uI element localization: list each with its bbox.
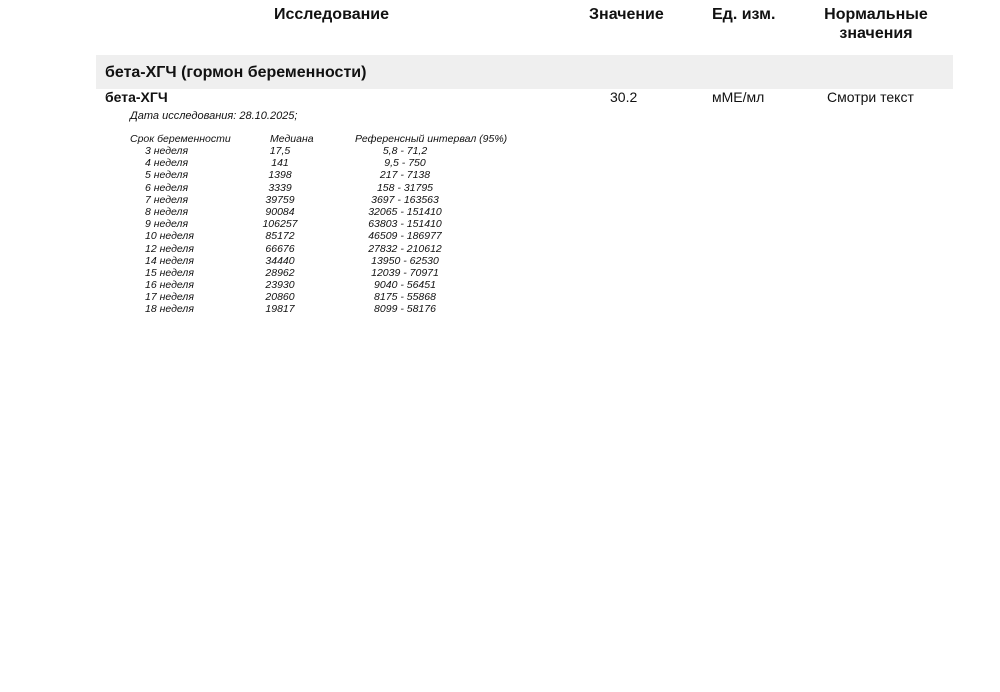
reference-week: 16 неделя <box>145 279 194 292</box>
reference-range: 9,5 - 750 <box>384 157 426 170</box>
column-header-normal-values: Нормальные значения <box>824 6 928 42</box>
reference-range: 63803 - 151410 <box>368 218 442 231</box>
reference-range: 158 - 31795 <box>376 181 434 194</box>
test-name: бета-ХГЧ <box>105 89 168 105</box>
reference-week: 15 неделя <box>145 266 194 279</box>
reference-week: 8 неделя <box>145 205 189 218</box>
reference-range: 13950 - 62530 <box>371 254 439 267</box>
reference-column-median: Медиана <box>270 133 314 145</box>
column-header-unit: Ед. изм. <box>712 6 776 23</box>
reference-week: 18 неделя <box>145 303 194 316</box>
reference-table <box>130 145 530 316</box>
reference-week: 17 неделя <box>145 291 194 304</box>
reference-week: 10 неделя <box>145 230 194 243</box>
reference-range: 12039 - 70971 <box>371 266 439 279</box>
reference-range: 5,8 - 71,2 <box>382 145 428 157</box>
reference-median: 28962 <box>265 266 295 279</box>
table-row <box>130 279 530 291</box>
test-unit: мМЕ/мл <box>712 89 765 105</box>
reference-week: 12 неделя <box>145 242 194 255</box>
reference-week: 9 неделя <box>145 218 189 231</box>
table-row <box>130 194 530 206</box>
reference-median: 34440 <box>265 254 295 267</box>
reference-median: 141 <box>271 157 289 170</box>
reference-median: 39759 <box>265 193 295 206</box>
test-value: 30.2 <box>610 89 638 105</box>
table-row <box>130 145 530 157</box>
column-header-study: Исследование <box>274 6 389 23</box>
table-row <box>130 255 530 267</box>
table-row <box>130 303 530 315</box>
reference-median: 3339 <box>268 181 292 194</box>
reference-week: 6 неделя <box>145 181 189 194</box>
reference-median: 23930 <box>265 279 295 292</box>
reference-median: 19817 <box>265 303 295 316</box>
reference-median: 1398 <box>268 169 292 182</box>
reference-median: 66676 <box>265 242 295 255</box>
reference-median: 20860 <box>265 291 295 304</box>
reference-median: 85172 <box>265 230 295 243</box>
table-row <box>130 267 530 279</box>
reference-range: 3697 - 163563 <box>371 193 439 206</box>
test-normal-values: Смотри текст <box>827 89 914 105</box>
reference-week: 14 неделя <box>145 254 194 267</box>
table-row <box>130 169 530 181</box>
reference-range: 8175 - 55868 <box>374 291 436 304</box>
reference-column-week: Срок беременности <box>130 133 231 145</box>
reference-median: 106257 <box>262 218 298 231</box>
section-title: бета-ХГЧ (гормон беременности) <box>105 64 367 81</box>
reference-range: 46509 - 186977 <box>368 230 442 243</box>
table-row <box>130 230 530 242</box>
reference-range: 32065 - 151410 <box>368 205 442 218</box>
reference-column-range: Референсный интервал (95%) <box>355 133 508 145</box>
table-row <box>130 243 530 255</box>
reference-week: 4 неделя <box>145 157 189 170</box>
reference-range: 9040 - 56451 <box>374 279 436 292</box>
reference-range: 8099 - 58176 <box>374 303 436 316</box>
reference-week: 3 неделя <box>145 145 189 157</box>
table-row <box>130 206 530 218</box>
reference-median: 17,5 <box>269 145 291 157</box>
reference-week: 5 неделя <box>145 169 189 182</box>
reference-week: 7 неделя <box>145 193 189 206</box>
table-row <box>130 218 530 230</box>
reference-range: 217 - 7138 <box>379 169 431 182</box>
study-date: Дата исследования: 28.10.2025; <box>130 110 298 122</box>
table-row <box>130 291 530 303</box>
reference-median: 90084 <box>265 205 295 218</box>
table-row <box>130 182 530 194</box>
table-row <box>130 157 530 169</box>
column-header-value: Значение <box>589 6 664 23</box>
reference-range: 27832 - 210612 <box>368 242 442 255</box>
